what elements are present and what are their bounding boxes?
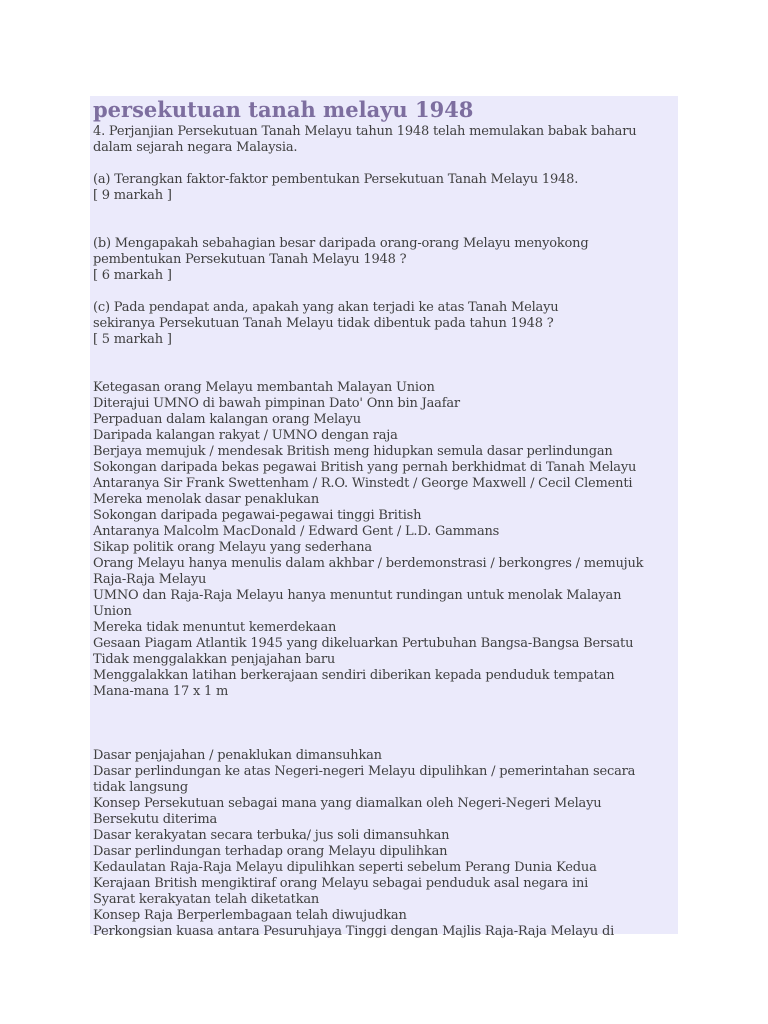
question-intro-line: 4. Perjanjian Persekutuan Tanah Melayu tahun 1948 telah memulakan babak baharu [93, 124, 637, 139]
answer-a-line: Gesaan Piagam Atlantik 1945 yang dikeluarkan Pertubuhan Bangsa-Bangsa Bersatu [93, 636, 634, 651]
answer-a-line: Mereka tidak menuntut kemerdekaan [93, 620, 337, 635]
answer-b-line: Konsep Raja Berperlembagaan telah diwujudkan [93, 908, 407, 923]
answer-b-line: Konsep Persekutuan sebagai mana yang diamalkan oleh Negeri-Negeri Melayu [93, 796, 602, 811]
answer-a-line: Perpaduan dalam kalangan orang Melayu [93, 412, 361, 427]
answer-b-line: Dasar penjajahan / penaklukan dimansuhkan [93, 748, 382, 763]
answer-a-line: Menggalakkan latihan berkerajaan sendiri diberikan kepada penduduk tempatan [93, 668, 615, 683]
answer-a-line: UMNO dan Raja-Raja Melayu hanya menuntut rundingan untuk menolak Malayan [93, 588, 622, 603]
answer-a-line: Sokongan daripada bekas pegawai British yang pernah berkhidmat di Tanah Melayu [93, 460, 637, 475]
question-part-c: sekiranya Persekutuan Tanah Melayu tidak dibentuk pada tahun 1948 ? [93, 316, 554, 331]
answer-b-line: tidak langsung [93, 780, 189, 795]
question-part-a: (a) Terangkan faktor-faktor pembentukan Persekutuan Tanah Melayu 1948. [93, 172, 579, 187]
answer-b-line: Kedaulatan Raja-Raja Melayu dipulihkan seperti sebelum Perang Dunia Kedua [93, 860, 597, 875]
answer-a-line: Raja-Raja Melayu [93, 572, 207, 587]
answer-b-line: Dasar perlindungan ke atas Negeri-negeri Melayu dipulihkan / pemerintahan secara [93, 764, 636, 779]
answer-a-line: Berjaya memujuk / mendesak British meng hidupkan semula dasar perlindungan [93, 444, 613, 459]
question-part-a-marks: [ 9 markah ] [93, 188, 172, 203]
answer-b-line: Dasar perlindungan terhadap orang Melayu dipulihkan [93, 844, 448, 859]
answer-a-line: Sikap politik orang Melayu yang sederhana [93, 540, 372, 555]
answer-a-line: Mereka menolak dasar penaklukan [93, 492, 319, 507]
question-part-c: (c) Pada pendapat anda, apakah yang akan terjadi ke atas Tanah Melayu [93, 300, 559, 315]
answer-a-line: Sokongan daripada pegawai-pegawai tinggi British [93, 508, 422, 523]
answer-a-line: Tidak menggalakkan penjajahan baru [93, 652, 336, 667]
question-part-b: pembentukan Persekutuan Tanah Melayu 1948 ? [93, 252, 407, 267]
answer-b-line: Syarat kerakyatan telah diketatkan [93, 892, 320, 907]
answer-b-line: Perkongsian kuasa antara Pesuruhjaya Tinggi dengan Majlis Raja-Raja Melayu di [93, 924, 615, 939]
answer-a-line: Diterajui UMNO di bawah pimpinan Dato' Onn bin Jaafar [93, 396, 460, 411]
question-part-c-marks: [ 5 markah ] [93, 332, 172, 347]
question-intro-line: dalam sejarah negara Malaysia. [93, 140, 298, 155]
answer-a-line: Daripada kalangan rakyat / UMNO dengan raja [93, 428, 398, 443]
answer-b-line: Bersekutu diterima [93, 812, 218, 827]
document-title: persekutuan tanah melayu 1948 [93, 97, 474, 122]
answer-a-line: Union [93, 604, 132, 619]
answer-a-line: Ketegasan orang Melayu membantah Malayan Union [93, 380, 435, 395]
document-content [93, 96, 677, 940]
question-block [93, 124, 677, 380]
question-part-b-marks: [ 6 markah ] [93, 268, 172, 283]
answer-b-line: Kerajaan British mengiktiraf orang Melayu sebagai penduduk asal negara ini [93, 876, 589, 891]
answer-a-line: Antaranya Sir Frank Swettenham / R.O. Winstedt / George Maxwell / Cecil Clementi [93, 476, 633, 491]
answer-a-list [93, 380, 677, 748]
answer-a-line: Antaranya Malcolm MacDonald / Edward Gent / L.D. Gammans [93, 524, 500, 539]
answer-b-list [93, 748, 677, 940]
question-part-b: (b) Mengapakah sebahagian besar daripada orang-orang Melayu menyokong [93, 236, 589, 251]
answer-b-line: Dasar kerakyatan secara terbuka/ jus soli dimansuhkan [93, 828, 450, 843]
answer-a-line: Mana-mana 17 x 1 m [93, 684, 229, 699]
answer-a-line: Orang Melayu hanya menulis dalam akhbar / berdemonstrasi / berkongres / memujuk [93, 556, 644, 571]
